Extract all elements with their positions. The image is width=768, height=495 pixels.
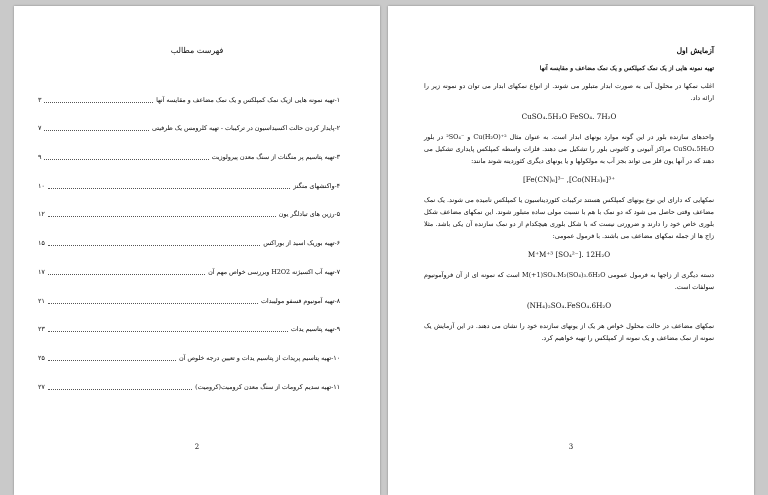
paragraph: نمکهایی که دارای این نوع یونهای کمپلکس هستند ترکیبات کئوردیناسیون یا کمپلکس نامیده می شوند. یک نمک مضاعف وقتی حاصل می شود که دو نمک با هم با نسبت مولی ساده متبلور شوند. این نمکهای مضاعف شکل بلوری خاص خود را دارند و ضرورتی نیست که با شکل بلوری هیچکدام از دو نمک سازنده آن یکی باشد. مثلا زاج ها از جمله نمکهای مضاعف می باشند. با فرمول عمومی: [424,196,714,240]
section-subheading: تهیه نمونه هایی از یک نمک کمپلکس و یک نمک مضاعف و مقایسه آنها [539,65,714,72]
paragraph: اغلب نمکها در محلول آبی به صورت ابدار متبلور می شوند. از انواع نمکهای ابدار می توان دو نمونه زیر را ارائه داد. [424,82,714,102]
toc-leader [48,360,176,361]
formula: (NH₄)₂SO₄.FeSO₄.6H₂O [526,301,612,310]
toc-entry-page: ۱۲ [38,211,45,219]
toc-entry [38,162,340,191]
toc-entry-text: ۱۱-تهیه سدیم کرومات از سنگ معدن کرومیت(کرومیت) [195,383,340,391]
toc-entry-page: ۲۳ [38,326,45,334]
paragraph: واحدهای سازنده بلور در این گونه موارد یونهای ابدار است. به عنوان مثال ²⁺Cu(H₂O) و ⁻²SO₄ در بلور CuSO₄.5H₂O مراکز آنیونی و کاتیونی بلور را تشکیل می دهند. فلزات واسطه کمپلکس پایداری تشکیل می دهند که در آنها یون فلز می تواند بجز آب به مولکولها و یا یونهای دیگری کئوردینه شوند مانند: [424,133,714,165]
toc-leader [48,216,276,217]
toc-entry-page: ۷ [38,125,42,133]
toc-entry-text: ۷-تهیه آب اکسیژنه H2O2 وبررسی خواص مهم آن [208,268,340,276]
toc-entry-text: ۵-رزین های تبادلگر یون [278,211,340,219]
toc-entry-text: ۱-تهیه نمونه هایی ازیک نمک کمپلکس و یک نمک مضاعف و مقایسه آنها [156,96,340,104]
paragraph: دسته دیگری از زاجها به فرمول عمومی M(+1)SO₄.M₂(SO₄)₃.6H₂O است که نمونه ای از آن فروآمونیوم سولفات است. [424,271,714,291]
toc-leader [48,389,192,390]
section-heading: آزمایش اول [676,46,714,55]
toc-entry-text: ۳-تهیه پتاسیم پر منگنات از سنگ معدن پیرولوزیت [211,154,340,162]
toc-entry-text: ۴-واکنشهای منگنز [293,182,340,190]
toc-entry [38,219,340,248]
toc-entry-text: ۹-تهیه پتاسیم یدات [290,326,340,334]
toc-entry [38,133,340,162]
page-2-toc [14,6,380,495]
toc-leader [44,159,208,160]
toc-leader [44,130,149,131]
toc-entry-page: ۱۰ [38,182,45,190]
toc-entry [38,306,340,335]
toc-entry [38,363,340,392]
toc-title: فهرست مطالب [170,46,224,55]
toc-entry [38,105,340,134]
paragraph: نمکهای مضاعف در حالت محلول خواص هر یک از یونهای سازنده خود را نشان می دهند. در این آزمایش یک نمونه از نمک مضاعف و یک نمونه از کمپلکس را تهیه خواهیم کرد. [424,322,714,342]
toc-entry-page: ۲۵ [38,354,45,362]
toc-entry [38,76,340,105]
toc-leader [48,188,291,189]
toc-leader [48,245,261,246]
formula: [Fe(CN)₆]³⁻ ,[Co(NH₃)₆]³⁺ [522,175,615,184]
toc-entry-page: ۹ [38,154,42,162]
toc-entry-page: ۲۱ [38,297,45,305]
page-body [424,46,714,350]
toc-entry [38,277,340,306]
toc-leader [48,331,288,332]
toc-entry-page: ۳ [38,96,42,104]
page-3-content [388,6,754,495]
toc-leader [44,102,153,103]
toc-entry-text: ۶-تهیه بوریک اسید از بوراکس [263,240,340,248]
toc-entry [38,191,340,220]
toc-leader [48,303,258,304]
toc-leader [48,274,205,275]
toc-list [38,76,340,392]
toc-entry-text: ۸-تهیه آمونیوم فسفو مولیبدات [260,297,340,305]
page-number: 3 [568,443,574,451]
page-number: 2 [194,443,200,451]
formula: M⁺M⁺³ [SO₄²⁻]. 12H₂O [527,250,611,259]
formula: CuSO₄.5H₂O FeSO₄. 7H₂O [521,112,617,121]
toc-entry [38,334,340,363]
toc-entry-page: ۱۷ [38,268,45,276]
toc-entry-text: ۱۰-تهیه پتاسیم پریدات از پتاسیم یدات و تعیین درجه خلوص آن [179,354,340,362]
toc-entry-text: ۲-پایدار کردن حالت اکسیداسیون در ترکیبات - تهیه کلرومس یک ظرفیتی [152,125,340,133]
toc-entry-page: ۱۵ [38,240,45,248]
toc-entry-page: ۲۷ [38,383,45,391]
toc-entry [38,248,340,277]
